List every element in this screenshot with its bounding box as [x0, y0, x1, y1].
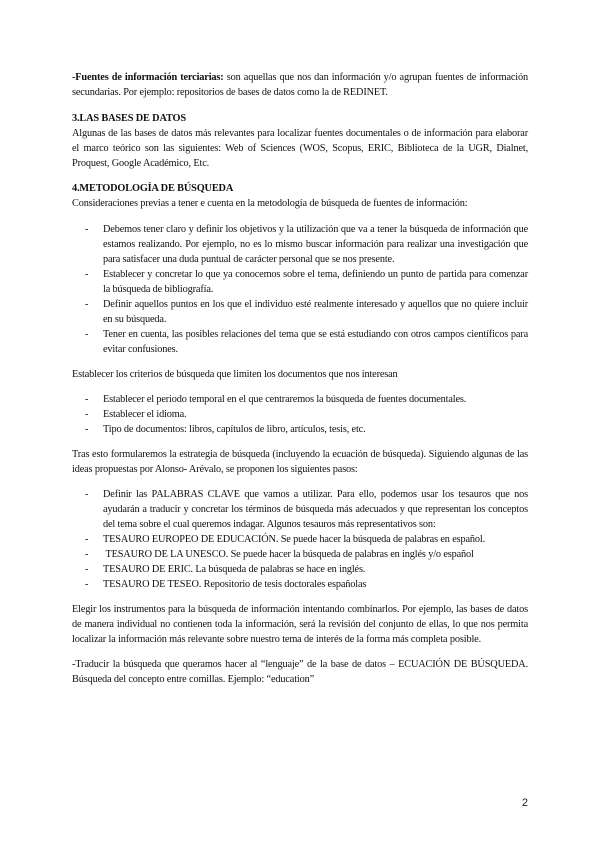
- intro-lead-bold: -Fuentes de información terciarias:: [72, 72, 224, 83]
- intro-lead-text: son aquellas que nos dan información y/o agrupan fuentes de información secundarias. Por ejemplo: repositorios de bases de datos como la de REDINET.: [72, 72, 528, 98]
- list-item: - Debemos tener claro y definir los objetivos y la utilización que va a tener la búsqueda de información que estamos realizando. Por ejemplo, no es lo mismo buscar información para realizar una investigación que para satisfacer una duda puntual de carácter personal que se nos presente.: [85, 222, 528, 267]
- criteria-list: [72, 392, 528, 437]
- list-item: - Definir las PALABRAS CLAVE que vamos a utilizar. Para ello, podemos usar los tesauros que nos ayudarán a traducir y concretar los términos de búsqueda más adecuados y que representan los conceptos del tema sobre el cual queremos indagar. Algunos tesauros más representativos son:: [85, 487, 528, 532]
- list-item: - TESAURO DE ERIC. La búsqueda de palabras se hace en inglés.: [85, 562, 528, 577]
- list-item: - TESAURO DE TESEO. Repositorio de tesis doctorales españolas: [85, 577, 528, 592]
- list-item: - TESAURO EUROPEO DE EDUCACIÓN. Se puede hacer la búsqueda de palabras en español.: [85, 532, 528, 547]
- steps-list: [72, 487, 528, 592]
- criteria-intro: Establecer los criterios de búsqueda que limiten los documentos que nos interesan: [72, 369, 398, 380]
- instruments-paragraph: Elegir los instrumentos para la búsqueda de información intentando combinarlos. Por ejemplo, las bases de datos de manera individual no contienen toda la información, será la revisión del conjunto de ellas, lo que nos permita localizar la información más relevante sobre nuestro tema de interés de la forma más completa posible.: [72, 604, 528, 645]
- list-item: - TESAURO DE LA UNESCO. Se puede hacer la búsqueda de palabras en inglés y/o español: [85, 547, 528, 562]
- translate-paragraph: -Traducir la búsqueda que queramos hacer al “lenguaje” de la base de datos – ECUACIÓN DE BÚSQUEDA. Búsqueda del concepto entre comillas. Ejemplo: “education”: [72, 659, 528, 685]
- strategy-intro: Tras esto formularemos la estrategia de búsqueda (incluyendo la ecuación de búsqueda). Siguiendo algunas de las ideas propuestas por Alonso- Arévalo, se proponen los siguientes pasos:: [72, 449, 528, 475]
- page-content: [72, 70, 528, 687]
- list-item: - Establecer el idioma.: [85, 407, 528, 422]
- list-item: - Establecer y concretar lo que ya conocemos sobre el tema, definiendo un punto de partida para comenzar la búsqueda de bibliografía.: [85, 267, 528, 297]
- section4-title: 4.METODOLOGÍA DE BÚSQUEDA: [72, 183, 234, 194]
- section3-body: Algunas de las bases de datos más relevantes para localizar fuentes documentales o de información para elaborar el marco teórico son las siguientes: Web of Sciences (WOS, Scopus, ERIC, Biblioteca de la UGR, Dialnet, Proquest, Google Académico, Etc.: [72, 128, 528, 169]
- page-number: 2: [521, 797, 528, 809]
- list-item: - Definir aquellos puntos en los que el individuo esté realmente interesado y aquellos que no quiere incluir en su búsqueda.: [85, 297, 528, 327]
- list-item: - Establecer el periodo temporal en el que centraremos la búsqueda de fuentes documentales.: [85, 392, 528, 407]
- list-item: - Tener en cuenta, las posibles relaciones del tema que se está estudiando con otros campos científicos para evitar confusiones.: [85, 327, 528, 357]
- section3-title: 3.LAS BASES DE DATOS: [72, 113, 186, 124]
- considerations-list: [72, 222, 528, 357]
- section4-intro: Consideraciones previas a tener e cuenta en la metodología de búsqueda de fuentes de información:: [72, 198, 468, 209]
- intro-paragraph: [72, 70, 528, 100]
- list-item: - Tipo de documentos: libros, capítulos de libro, artículos, tesis, etc.: [85, 422, 528, 437]
